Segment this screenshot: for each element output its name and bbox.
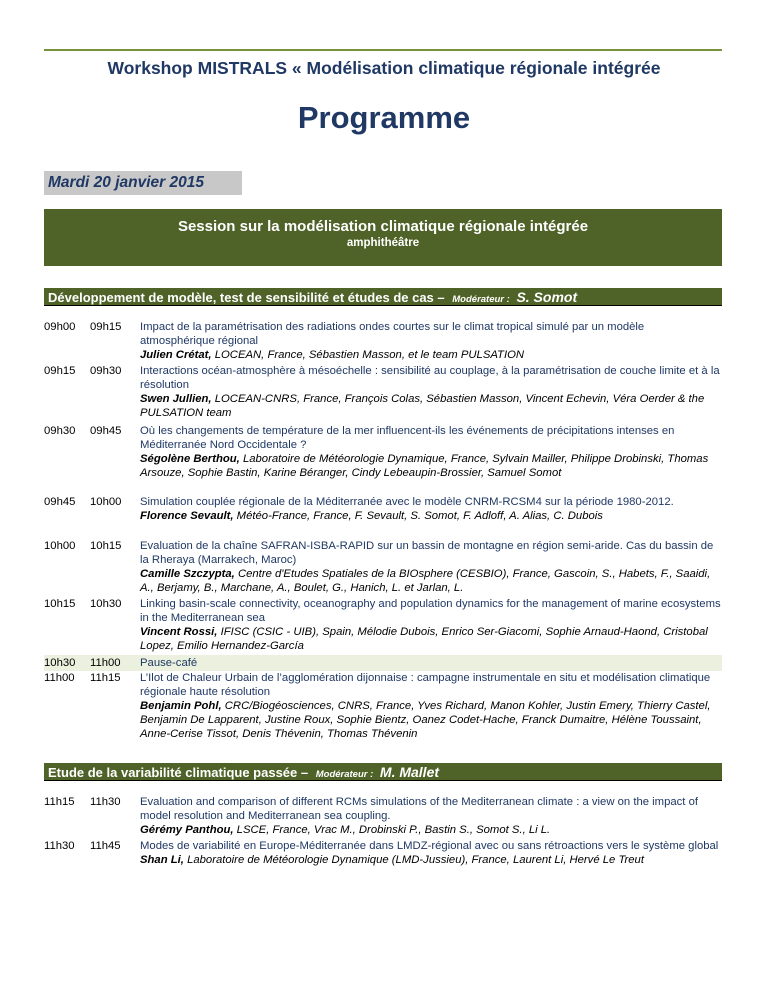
start-time: 10h00 — [44, 540, 76, 552]
start-time: 10h15 — [44, 598, 76, 610]
lead-author: Swen Jullien, — [140, 393, 212, 405]
start-time: 09h00 — [44, 321, 76, 333]
program-entry — [44, 539, 722, 595]
end-time: 11h30 — [90, 796, 121, 808]
end-time: 10h30 — [90, 598, 122, 610]
workshop-title: Workshop MISTRALS « Modélisation climatique régionale intégrée — [107, 58, 661, 78]
end-time: 11h45 — [90, 840, 121, 852]
start-time: 09h30 — [44, 425, 76, 437]
program-entry — [44, 364, 722, 420]
lead-author: Florence Sevault, — [140, 510, 234, 522]
top-rule — [44, 49, 722, 51]
end-time: 10h15 — [90, 540, 122, 552]
end-time: 11h15 — [90, 672, 121, 684]
start-time: 09h15 — [44, 365, 76, 377]
talk-authors — [140, 567, 722, 595]
end-time: 11h00 — [90, 657, 121, 669]
start-time: 11h30 — [44, 840, 75, 852]
talk-title: L’Ilot de Chaleur Urbain de l’agglomération dijonnaise : campagne instrumentale en situ et modélisation climatique régionale haute résolution — [140, 672, 711, 698]
lead-author: Gérémy Panthou, — [140, 824, 234, 836]
session-banner — [44, 209, 722, 266]
section-title: Etude de la variabilité climatique passée – — [48, 765, 309, 780]
co-authors: Météo-France, France, F. Sevault, S. Somot, F. Adloff, A. Alias, C. Dubois — [233, 510, 603, 522]
talk-authors — [140, 823, 722, 837]
moderator-name: S. Somot — [516, 289, 578, 305]
moderator-name: M. Mallet — [379, 764, 440, 780]
talk-title: Evaluation de la chaîne SAFRAN-ISBA-RAPID sur un bassin de montagne en région semi-aride. Cas du bassin de la Rheraya (Marrakech, Maroc) — [140, 540, 714, 566]
session-title: Session sur la modélisation climatique régionale intégrée — [177, 218, 589, 235]
session-location: amphithéâtre — [346, 237, 420, 249]
talk-authors — [140, 625, 722, 653]
program-entry — [44, 320, 722, 362]
break-title: Pause-café — [140, 657, 198, 669]
talk-authors — [140, 452, 722, 480]
start-time: 09h45 — [44, 496, 76, 508]
section-header-model-dev — [44, 288, 722, 306]
talk-title: Linking basin-scale connectivity, oceanography and population dynamics for the management of marine ecosystems in the Mediterranean sea — [140, 598, 721, 624]
program-entry — [44, 495, 722, 523]
co-authors: Laboratoire de Météorologie Dynamique, France, Sylvain Mailler, Philippe Drobinski, Thomas Arsouze, Sophie Bastin, Karine Béranger, Cindy Lebeaupin-Brossier, Samuel Somot — [140, 453, 709, 479]
section-header-past-variability — [44, 763, 722, 781]
co-authors: LSCE, France, Vrac M., Drobinski P., Bastin S., Somot S., Li L. — [233, 824, 551, 836]
lead-author: Julien Crétat, — [140, 349, 212, 361]
talk-title: Interactions océan-atmosphère à mésoéchelle : sensibilité au couplage, à la paramétrisation de couche limite et à la résolution — [140, 365, 720, 391]
break-entry — [44, 655, 722, 671]
talk-title: Evaluation and comparison of different RCMs simulations of the Mediterranean climate : a view on the impact of model resolution and Mediterranean sea coupling. — [140, 796, 699, 822]
start-time: 10h30 — [44, 657, 76, 669]
talk-authors — [140, 509, 722, 523]
co-authors: LOCEAN-CNRS, France, François Colas, Sébastien Masson, Vincent Echevin, Véra Oerder & the PULSATION team — [140, 393, 705, 419]
end-time: 10h00 — [90, 496, 122, 508]
end-time: 09h15 — [90, 321, 122, 333]
talk-authors — [140, 699, 722, 741]
lead-author: Benjamin Pohl, — [140, 700, 222, 712]
section-title: Développement de modèle, test de sensibilité et études de cas – — [48, 290, 445, 305]
co-authors: IFISC (CSIC - UIB), Spain, Mélodie Dubois, Enrico Ser-Giacomi, Sophie Arnaud-Haond, Cristobal Lopez, Emilio Hernandez-García — [140, 626, 708, 652]
co-authors: LOCEAN, France, Sébastien Masson, et le team PULSATION — [211, 349, 525, 361]
program-entry — [44, 671, 722, 741]
talk-authors — [140, 348, 722, 362]
talk-title: Où les changements de température de la mer influencent-ils les événements de précipitations intenses en Méditerranée Nord Occidentale ? — [140, 425, 675, 451]
end-time: 09h45 — [90, 425, 122, 437]
lead-author: Ségolène Berthou, — [140, 453, 240, 465]
lead-author: Vincent Rossi, — [140, 626, 218, 638]
start-time: 11h00 — [44, 672, 75, 684]
start-time: 11h15 — [44, 796, 75, 808]
program-entry — [44, 597, 722, 653]
page-title: Programme — [297, 100, 471, 135]
co-authors: CRC/Biogéosciences, CNRS, France, Yves Richard, Manon Kohler, Justin Emery, Thierry Castel, Benjamin De Lapparent, Justine Roux, Sophie Bientz, Oanez Codet-Hache, Franck Dumaitre, Hélène Toussaint, Anne-Cerise Tissot, Denis Thévenin, Thomas Thévenin — [140, 700, 711, 740]
talk-title: Impact de la paramétrisation des radiations ondes courtes sur le climat tropical simulé par un modèle atmosphérique régional — [140, 321, 645, 347]
co-authors: Laboratoire de Météorologie Dynamique (LMD-Jussieu), France, Laurent Li, Hervé Le Treut — [183, 854, 644, 866]
end-time: 09h30 — [90, 365, 122, 377]
talk-authors — [140, 853, 722, 867]
lead-author: Camille Szczypta, — [140, 568, 235, 580]
program-entry — [44, 424, 722, 480]
co-authors: Centre d'Etudes Spatiales de la BIOsphere (CESBIO), France, Gascoin, S., Habets, F., Saaidi, A., Berjamy, B., Marchane, A., Boulet, G., Hanich, L. et Jarlan, L. — [140, 568, 711, 594]
program-entry — [44, 839, 722, 867]
lead-author: Shan Li, — [140, 854, 184, 866]
moderator-label: Modérateur : — [315, 769, 374, 780]
talk-authors — [140, 392, 722, 420]
day-heading: Mardi 20 janvier 2015 — [44, 171, 242, 195]
program-entry — [44, 795, 722, 837]
moderator-label: Modérateur : — [452, 294, 510, 305]
talk-title: Simulation couplée régionale de la Méditerranée avec le modèle CNRM-RCSM4 sur la période 1980-2012. — [140, 496, 674, 508]
talk-title: Modes de variabilité en Europe-Méditerranée dans LMDZ-régional avec ou sans rétroactions vers le système global — [140, 840, 719, 852]
